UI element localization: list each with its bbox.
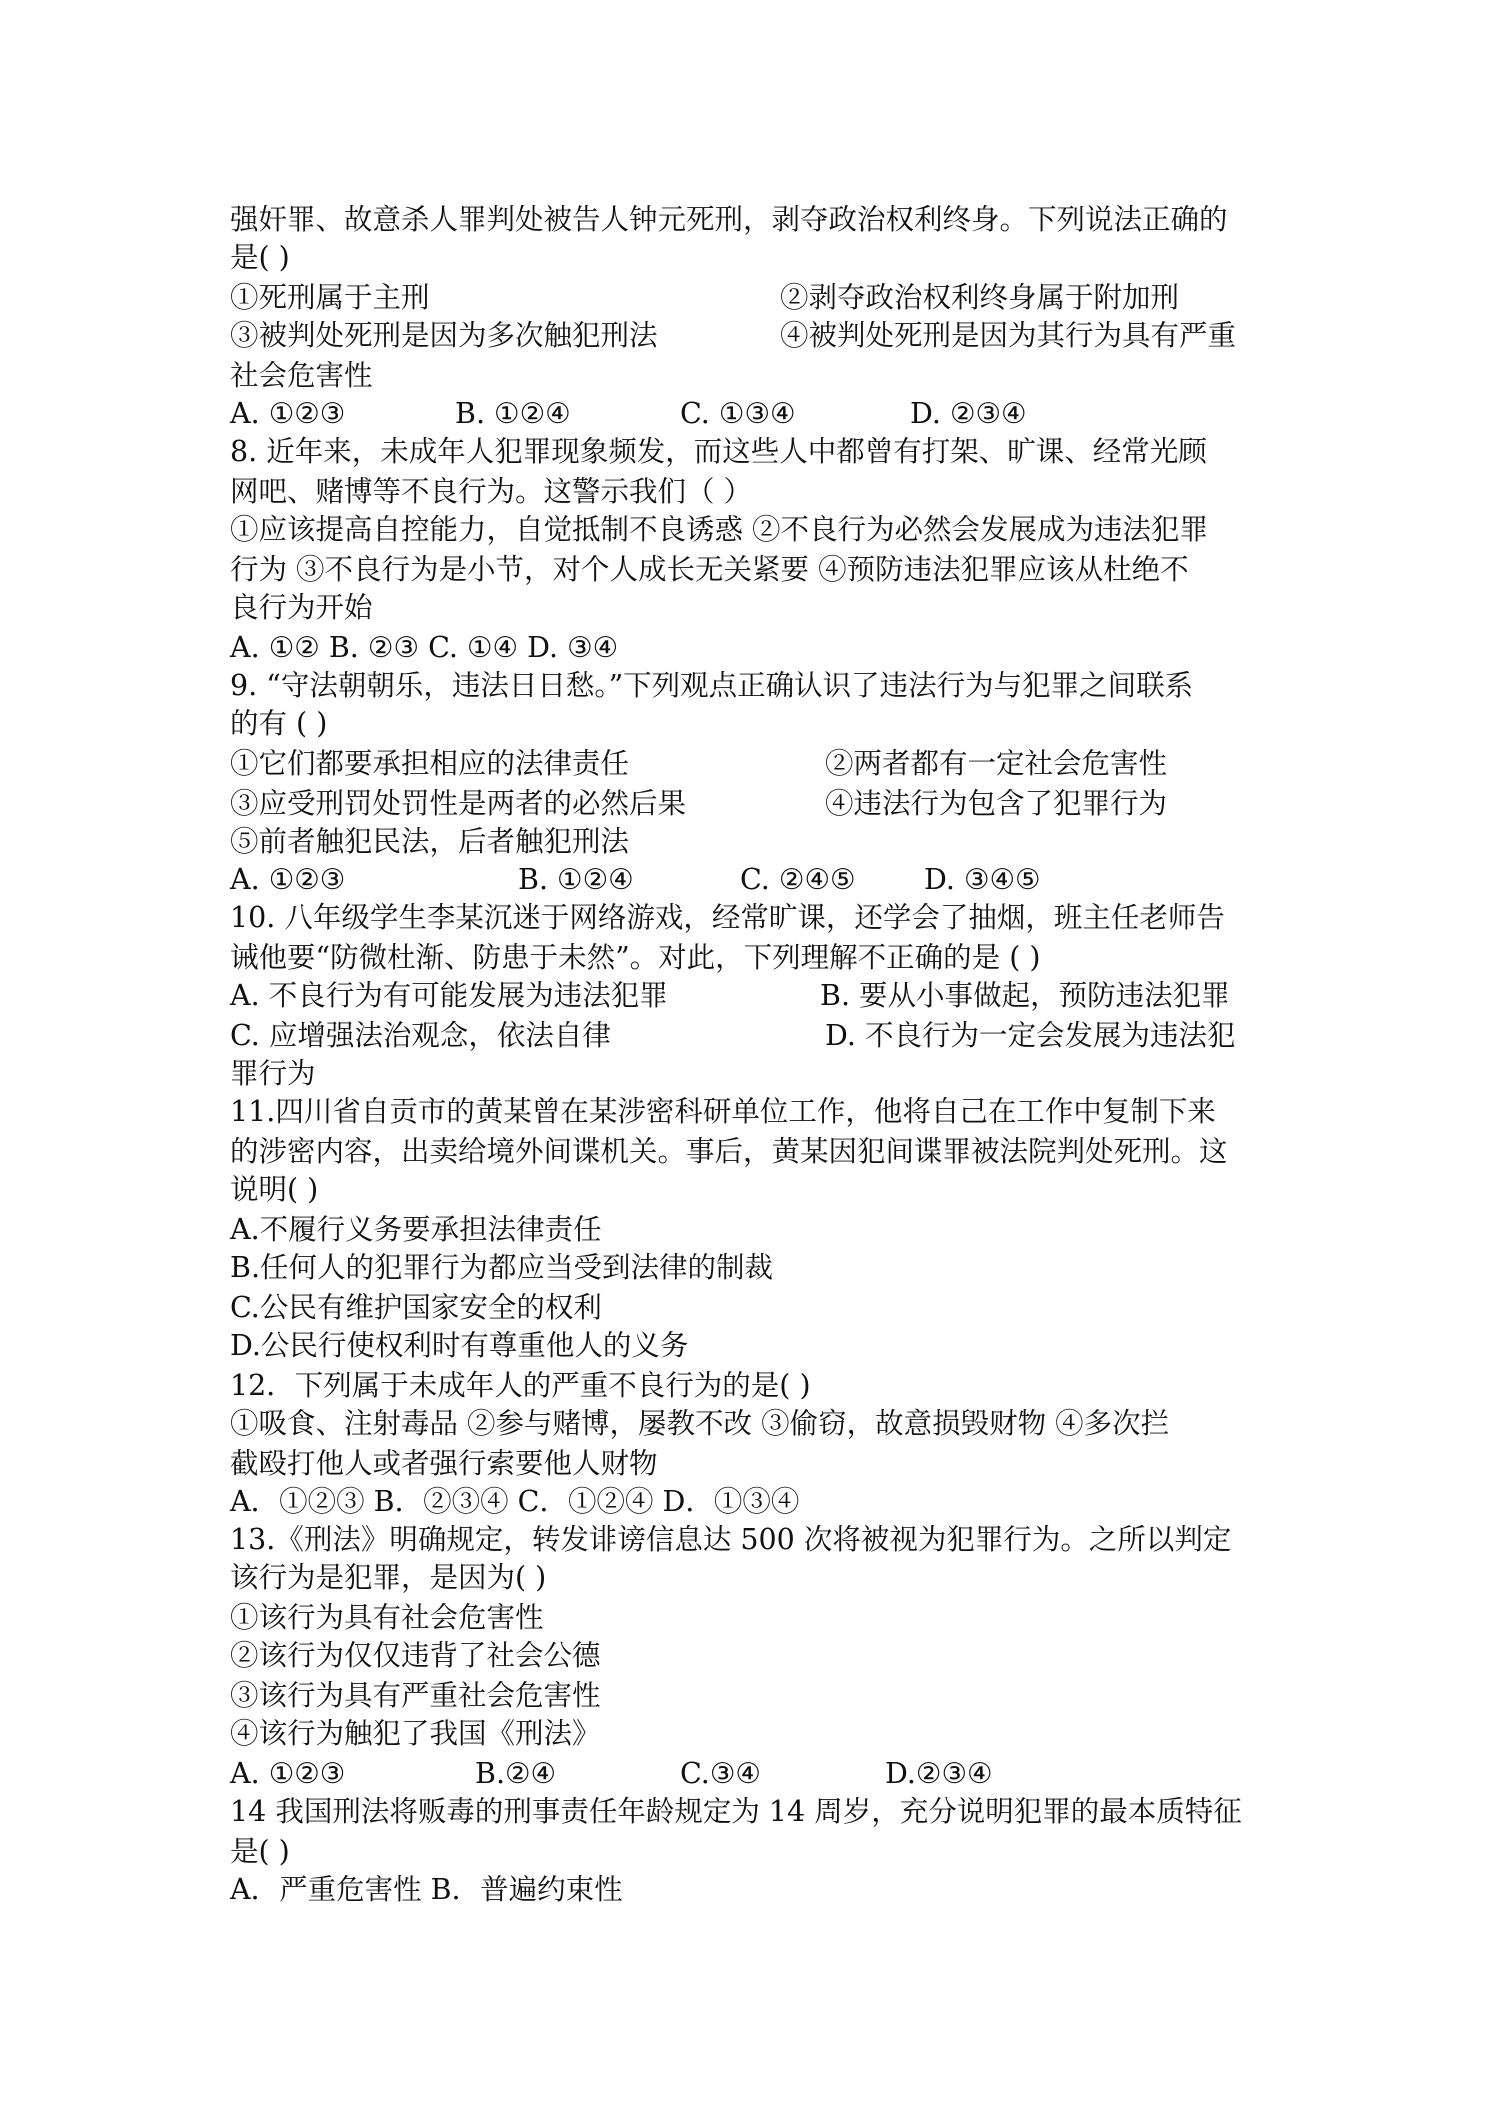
text-segment: 12．下列属于未成年人的严重不良行为的是( ) [230,1369,811,1402]
text-segment: 良行为开始 [230,591,373,624]
text-segment: A. 不良行为有可能发展为违法犯罪 [230,979,668,1012]
text-segment: ⑤前者触犯民法，后者触犯刑法 [230,825,630,858]
text-segment: B. 要从小事做起，预防违法犯罪 [820,979,1230,1012]
text-segment: 13.《刑法》明确规定，转发诽谤信息达 500 次将被视为犯罪行为。之所以判定 [230,1523,1232,1556]
text-segment: 该行为是犯罪，是因为( ) [230,1561,547,1594]
text-segment: 9. “守法朝朝乐，违法日日愁。”下列观点正确认识了违法行为与犯罪之间联系 [230,669,1194,702]
text-segment: 10. 八年级学生李某沉迷于网络游戏，经常旷课，还学会了抽烟，班主任老师告 [230,901,1225,934]
text-segment: A.不履行义务要承担法律责任 [230,1213,602,1246]
text-segment: ②两者都有一定社会危害性 [825,747,1168,780]
text-segment: ①它们都要承担相应的法律责任 [230,747,630,780]
text-segment: ①应该提高自控能力，自觉抵制不良诱惑 ②不良行为必然会发展成为违法犯罪 [230,513,1209,546]
text-segment: A. ①②③ [230,1757,346,1790]
text-segment: C. ①③④ [680,397,796,430]
text-segment: ②该行为仅仅违背了社会公德 [230,1639,601,1672]
text-segment: B.②④ [475,1757,557,1790]
text-segment: ①吸食、注射毒品 ②参与赌博，屡教不改 ③偷窃，故意损毁财物 ④多次拦 [230,1407,1170,1440]
text-segment: 的有 ( ) [230,707,328,740]
text-segment: 是( ) [230,1835,290,1868]
text-segment: D. ②③④ [910,397,1027,430]
text-segment: 社会危害性 [230,359,373,392]
text-segment: A．严重危害性 B．普遍约束性 [230,1873,623,1906]
text-segment: ①该行为具有社会危害性 [230,1601,544,1634]
text-segment: ①死刑属于主刑 [230,281,430,314]
text-segment: A．①②③ B．②③④ C．①②④ D．①③④ [230,1485,800,1518]
text-segment: 罪行为 [230,1057,316,1090]
text-segment: B. ①②④ [518,863,634,896]
text-segment: A. ①②③ [230,863,346,896]
text-segment: D. ③④⑤ [924,863,1041,896]
text-segment: C.公民有维护国家安全的权利 [230,1291,602,1324]
text-segment: 14 我国刑法将贩毒的刑事责任年龄规定为 14 周岁，充分说明犯罪的最本质特征 [230,1795,1242,1828]
text-segment: ③被判处死刑是因为多次触犯刑法 [230,319,658,352]
text-segment: 行为 ③不良行为是小节，对个人成长无关紧要 ④预防违法犯罪应该从杜绝不 [230,553,1189,586]
text-segment: A. ①② B. ②③ C. ①④ D. ③④ [230,631,619,664]
text-segment: 强奸罪、故意杀人罪判处被告人钟元死刑，剥夺政治权利终身。下列说法正确的 [230,203,1228,236]
text-segment: ③该行为具有严重社会危害性 [230,1679,601,1712]
text-segment: ④该行为触犯了我国《刑法》 [230,1717,601,1750]
text-segment: 8. 近年来，未成年人犯罪现象频发，而这些人中都曾有打架、旷课、经常光顾 [230,435,1207,468]
text-segment: D.②③④ [885,1757,993,1790]
text-segment: D. 不良行为一定会发展为违法犯 [825,1019,1236,1052]
text-segment: 是( ) [230,241,290,274]
text-segment: 诫他要“防微杜渐、防患于未然”。对此，下列理解不正确的是 ( ) [230,941,1041,974]
text-segment: C.③④ [680,1757,761,1790]
text-segment: B.任何人的犯罪行为都应当受到法律的制裁 [230,1251,774,1284]
text-segment: B. ①②④ [455,397,571,430]
text-segment: ②剥夺政治权利终身属于附加刑 [780,281,1180,314]
text-segment: 说明( ) [230,1173,319,1206]
text-segment: 截殴打他人或者强行索要他人财物 [230,1447,658,1480]
text-segment: 11.四川省自贡市的黄某曾在某涉密科研单位工作，他将自己在工作中复制下来 [230,1095,1216,1128]
text-segment: D.公民行使权利时有尊重他人的义务 [230,1329,689,1362]
text-segment: C. 应增强法治观念，依法自律 [230,1019,611,1052]
text-segment: ④被判处死刑是因为其行为具有严重 [780,319,1237,352]
text-segment: A. ①②③ [230,397,346,430]
text-segment: C. ②④⑤ [740,863,856,896]
text-segment: ④违法行为包含了犯罪行为 [825,787,1168,820]
text-segment: 的涉密内容，出卖给境外间谍机关。事后，黄某因犯间谍罪被法院判处死刑。这 [230,1135,1228,1168]
text-segment: 网吧、赌博等不良行为。这警示我们（ ） [230,475,753,508]
text-segment: ③应受刑罚处罚性是两者的必然后果 [230,787,687,820]
